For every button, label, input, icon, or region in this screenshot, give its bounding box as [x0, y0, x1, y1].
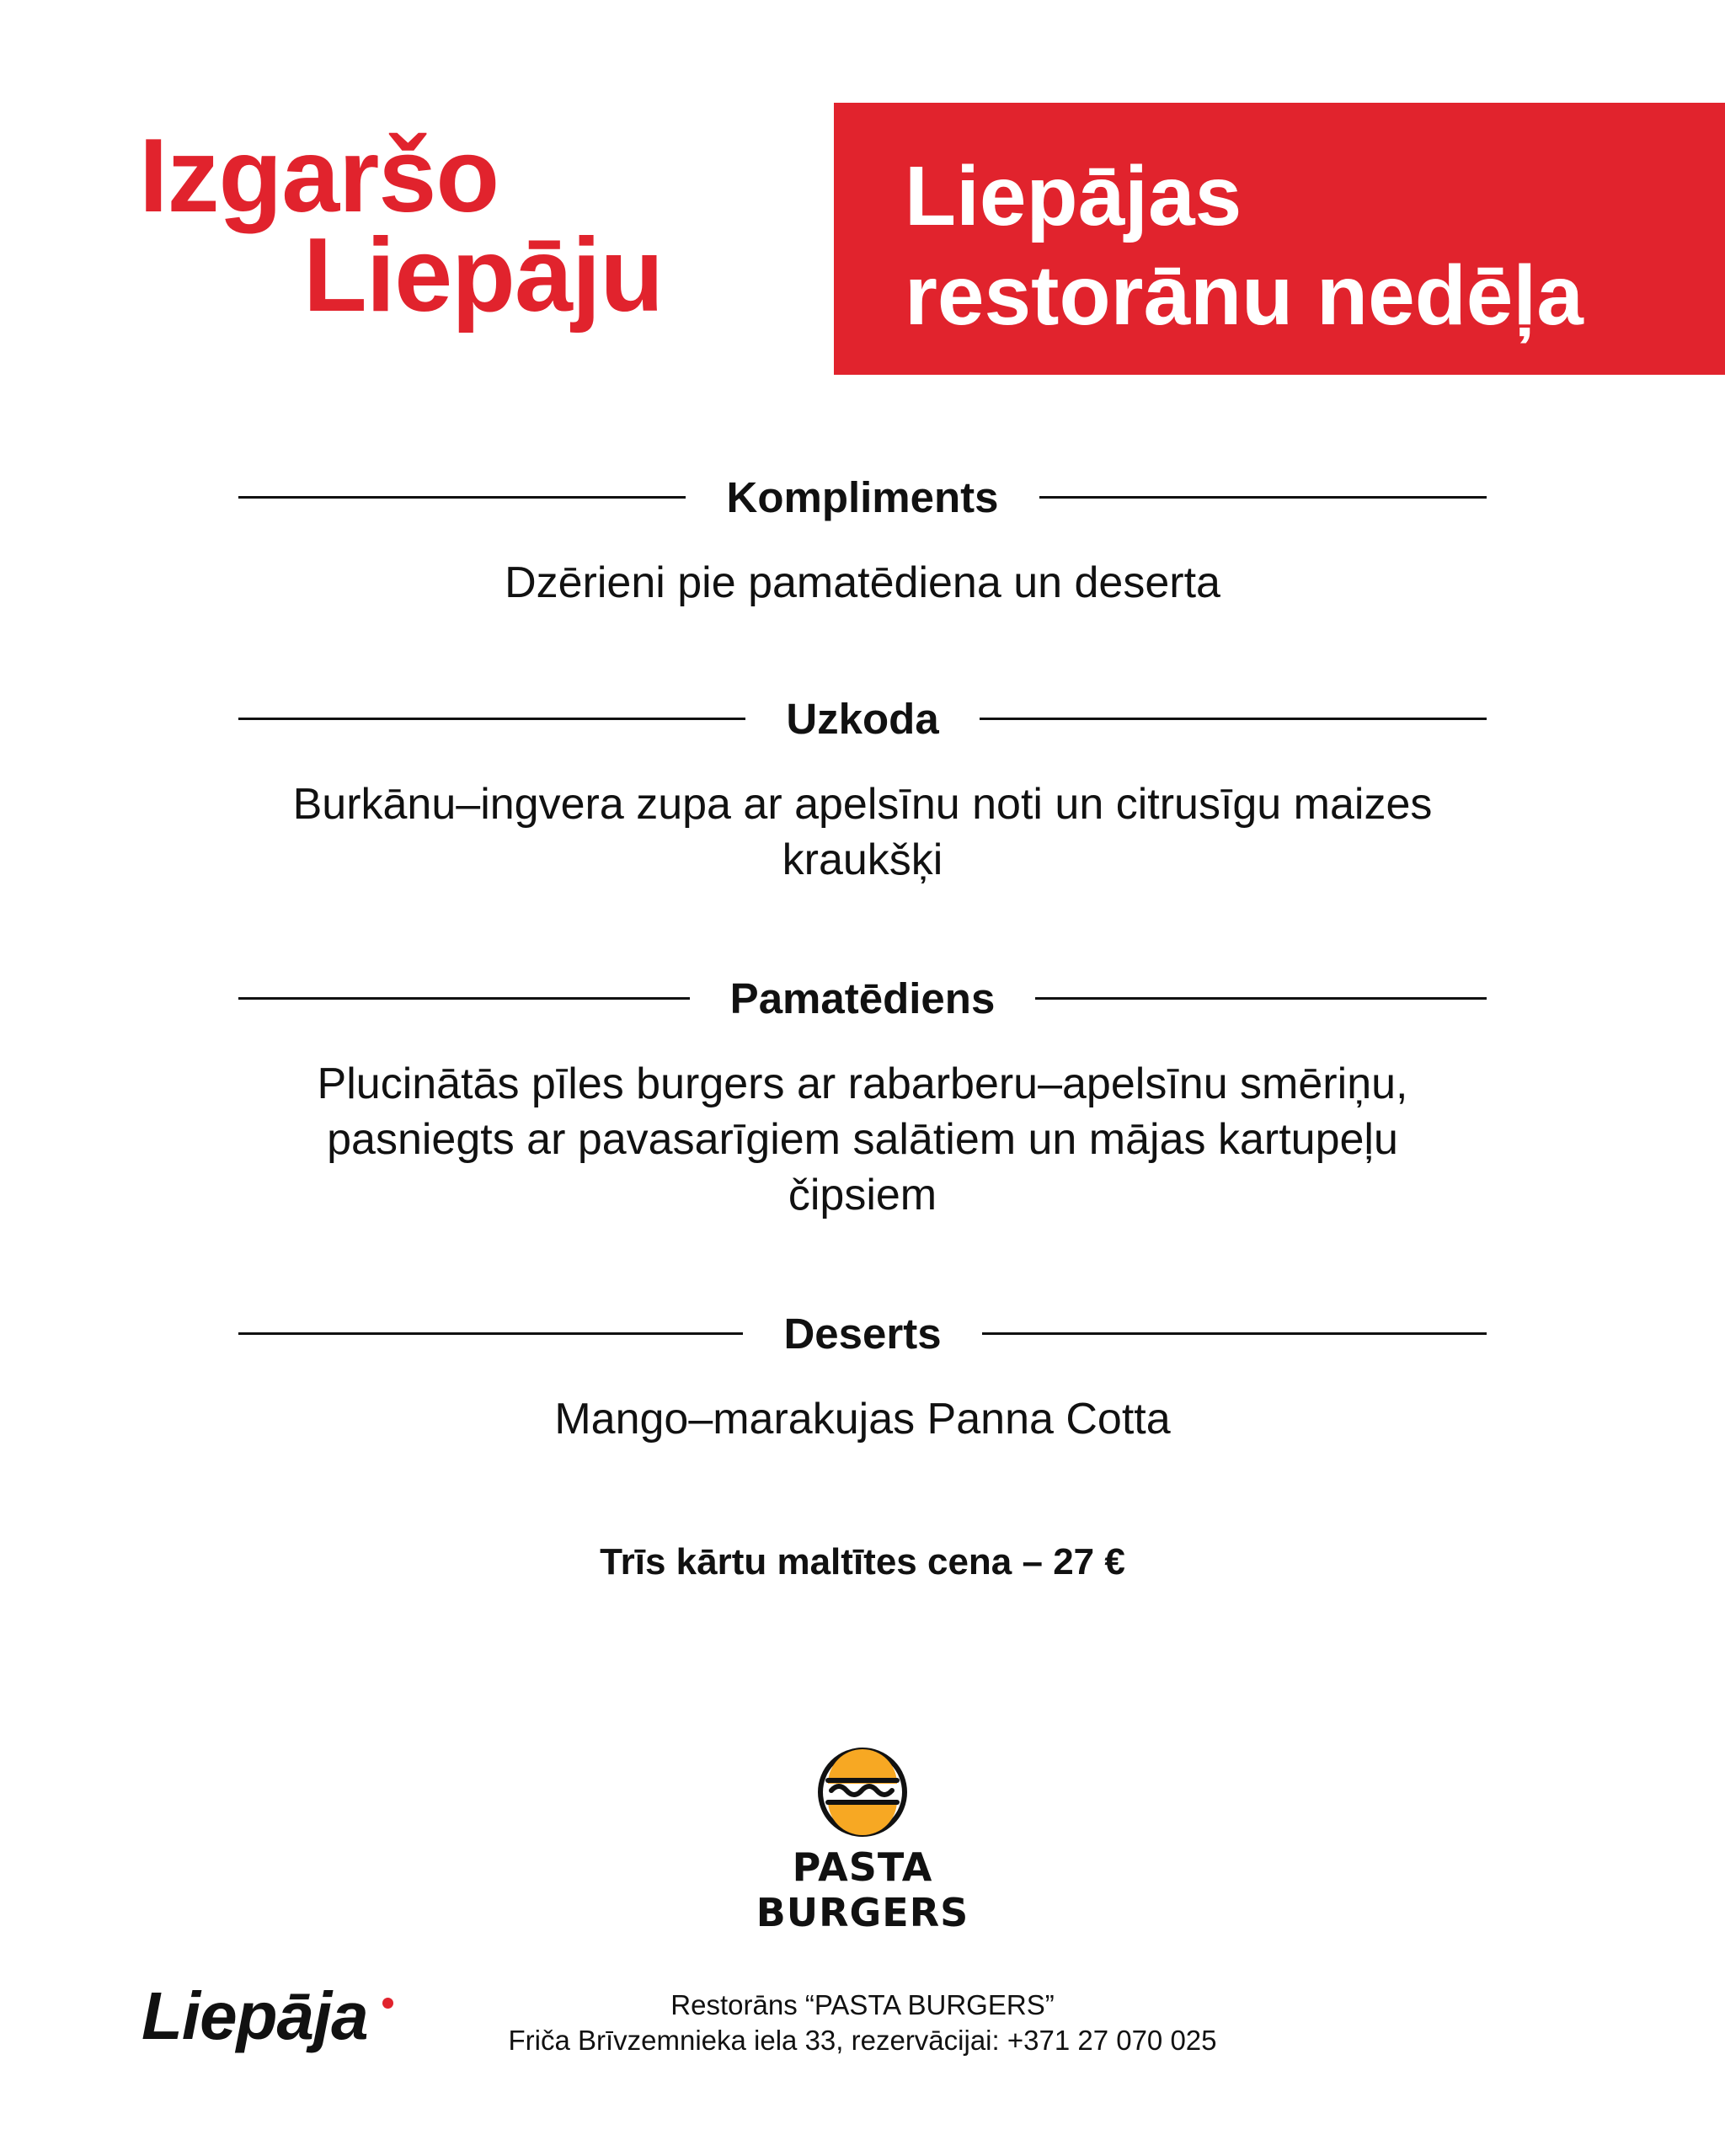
section-heading	[238, 969, 1487, 1027]
restaurant-info	[0, 1988, 1725, 2058]
brand-name-line-2: BURGERS	[756, 1890, 969, 1935]
section-description: Plucinātās pīles burgers ar rabarberu–apelsīnu smēriņu, pasniegts ar pavasarīgiem salātiem un mājas kartupeļu čipsiem	[317, 1059, 1408, 1219]
menu-section-deserts	[238, 1304, 1487, 1447]
section-title: Kompliments	[726, 472, 999, 521]
menu-section-uzkoda	[238, 689, 1487, 888]
brand-name	[733, 1844, 992, 1935]
section-title: Pamatēdiens	[729, 974, 996, 1022]
menu-section-pamatediens	[238, 969, 1487, 1223]
restaurant-address: Friča Brīvzemnieka iela 33, rezervācijai: +371 27 070 025	[508, 2025, 1217, 2056]
slogan-line-1: Izgaršo	[139, 118, 499, 234]
section-title: Deserts	[783, 1309, 942, 1358]
divider-left	[238, 496, 686, 499]
burger-icon	[816, 1745, 909, 1839]
brand-name-line-1: PASTA	[792, 1844, 933, 1890]
divider-left	[238, 718, 745, 720]
divider-right	[1039, 496, 1487, 499]
pasta-burgers-logo	[733, 1745, 992, 1956]
banner-line-2: restorānu nedēļa	[905, 248, 1583, 343]
slogan-line-2: Liepāju	[303, 217, 664, 334]
banner-line-1: Liepājas	[905, 149, 1242, 243]
price-line: Trīs kārtu maltītes cena – 27 €	[600, 1541, 1125, 1582]
divider-right	[982, 1332, 1487, 1335]
liepaja-logo-text: Liepāja	[142, 1978, 368, 2053]
section-heading	[238, 689, 1487, 748]
restaurant-name: Restorāns “PASTA BURGERS”	[670, 1989, 1055, 2020]
divider-left	[238, 997, 690, 1000]
section-title: Uzkoda	[786, 694, 939, 743]
slogan	[139, 118, 664, 334]
section-description: Dzērieni pie pamatēdiena un deserta	[505, 558, 1220, 607]
menu-section-kompliments	[238, 467, 1487, 611]
section-heading	[238, 467, 1487, 526]
divider-right	[1035, 997, 1487, 1000]
divider-left	[238, 1332, 743, 1335]
section-description: Burkānu–ingvera zupa ar apelsīnu noti un citrusīgu maizes kraukšķi	[292, 780, 1433, 884]
section-description: Mango–marakujas Panna Cotta	[554, 1395, 1171, 1444]
section-heading	[238, 1304, 1487, 1363]
divider-right	[980, 718, 1487, 720]
event-banner	[834, 103, 1725, 375]
